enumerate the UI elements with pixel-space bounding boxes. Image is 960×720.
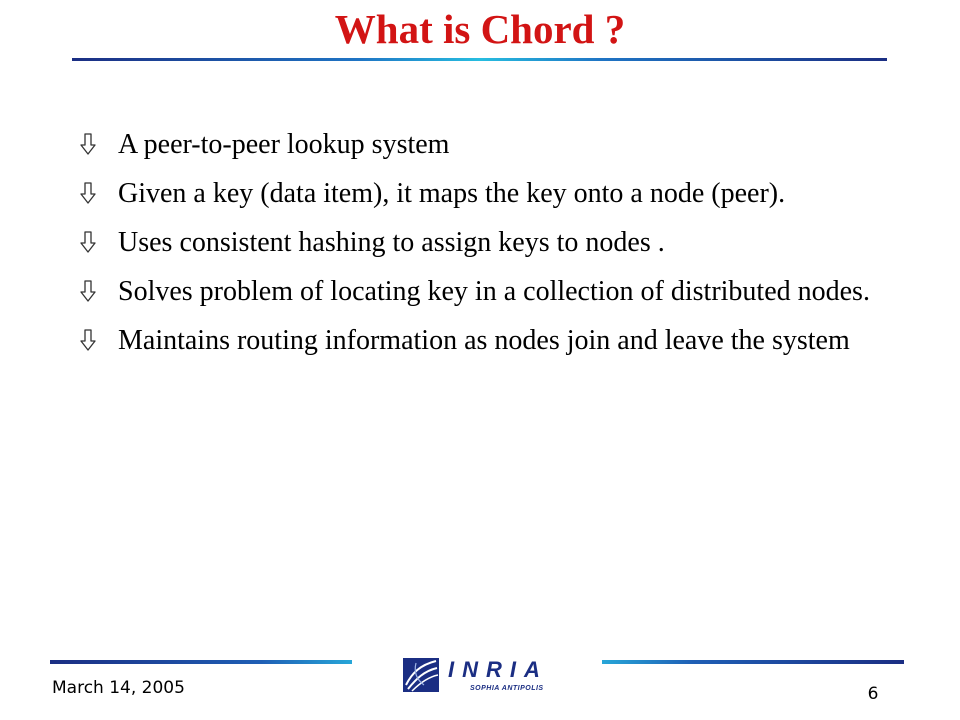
footer-divider-right xyxy=(602,660,904,664)
hollow-down-arrow-icon xyxy=(80,181,96,205)
footer-date: March 14, 2005 xyxy=(52,678,185,698)
hollow-down-arrow-icon xyxy=(80,132,96,156)
bullet-text: Given a key (data item), it maps the key onto a node (peer). xyxy=(118,178,786,209)
logo-subtitle: SOPHIA ANTIPOLIS xyxy=(470,685,544,692)
bullet-text: Uses consistent hashing to assign keys to nodes . xyxy=(118,227,665,258)
hollow-down-arrow-icon xyxy=(80,230,96,254)
footer-divider-left xyxy=(50,660,352,664)
hollow-down-arrow-icon xyxy=(80,279,96,303)
page-number: 6 xyxy=(867,684,879,704)
bullet-item xyxy=(80,324,880,358)
bullet-item xyxy=(80,128,880,162)
bullet-item xyxy=(80,275,880,309)
bullet-item xyxy=(80,177,880,211)
bullet-item xyxy=(80,226,880,260)
bullet-text: A peer-to-peer lookup system xyxy=(118,129,450,160)
bullet-text: Maintains routing information as nodes join and leave the system xyxy=(118,325,850,356)
bullet-text: Solves problem of locating key in a collection of distributed nodes. xyxy=(118,276,870,307)
inria-emblem-icon xyxy=(402,655,442,695)
bullet-list xyxy=(80,128,880,373)
title-divider xyxy=(72,58,887,61)
logo-name: INRIA xyxy=(448,657,548,682)
slide-title: What is Chord ? xyxy=(334,6,626,52)
hollow-down-arrow-icon xyxy=(80,328,96,352)
inria-logo xyxy=(402,655,562,697)
